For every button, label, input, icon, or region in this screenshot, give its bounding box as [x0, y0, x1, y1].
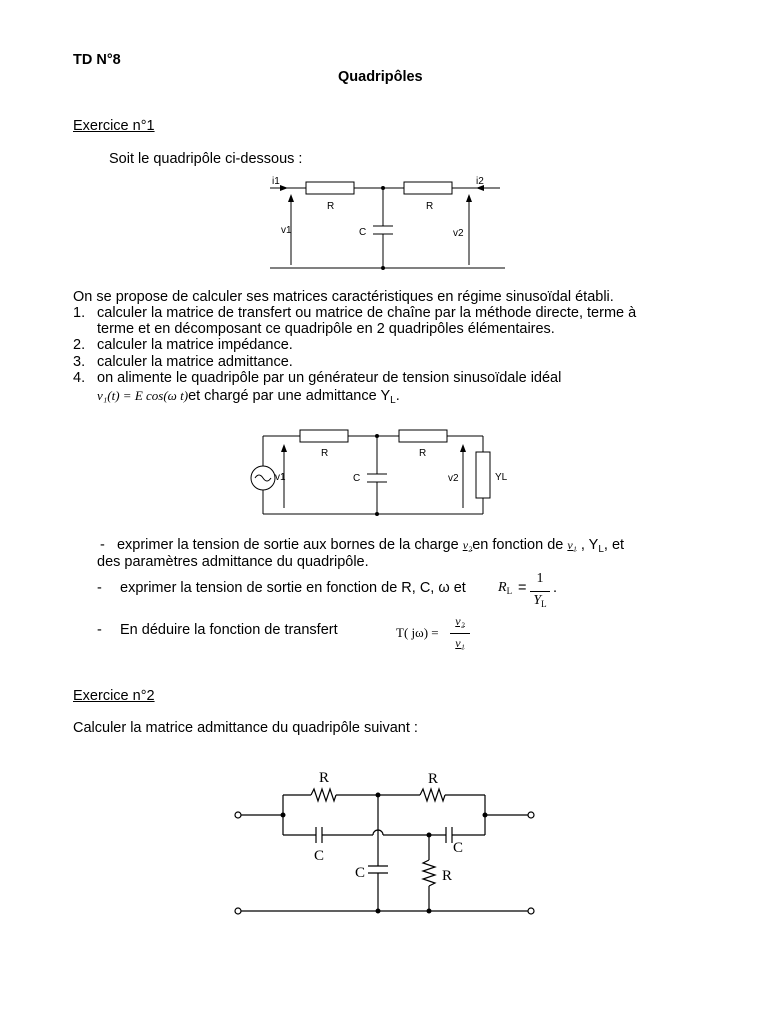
label-c3-r-top-left: R [319, 770, 330, 786]
bullet-2-text: exprimer la tension de sortie en fonction de R, C, ω et [120, 580, 466, 596]
label-c2-r2: R [419, 448, 427, 459]
bullet-3-text: En déduire la fonction de transfert [120, 622, 338, 638]
resistor-top-right [420, 789, 445, 801]
label-c2-v1: v1 [275, 472, 286, 483]
formula-rl-den: $Y_L$ [533, 593, 547, 609]
formula-transfer-den: v₁ [455, 636, 465, 650]
label-c3-c-mid: C [355, 865, 366, 881]
exercise1-heading: Exercice n°1 [73, 118, 155, 134]
bullet-1-line1: - exprimer la tension de sortie aux bornes de la charge v₂en fonction de v₁ , $Y_L$, et [100, 537, 625, 555]
list-item-1-num: 1. [73, 305, 86, 321]
bullet-3-dash: - [97, 622, 102, 638]
resistor-top-left [311, 789, 336, 801]
exercise2-heading: Exercice n°2 [73, 688, 155, 704]
formula-rl-eq: = [518, 580, 527, 596]
label-c3-c-right: C [453, 840, 464, 856]
terminal-in-top [235, 812, 241, 818]
list-item-1-line2: terme et en décomposant ce quadripôle en 2 quadripôles élémentaires. [97, 321, 555, 337]
label-c2-v2: v2 [448, 473, 459, 484]
label-c2-r1: R [321, 448, 329, 459]
page-title: Quadripôles [338, 69, 423, 85]
list-item-3-line1: calculer la matrice admittance. [97, 354, 293, 370]
label-c3-c-left: C [314, 848, 325, 864]
formula-rl-dot: . [553, 580, 558, 596]
list-item-4-line2: v₁(t) = E cos(ω t)et chargé par une admittance $Y_L$. [97, 388, 400, 406]
label-c3-r-mid: R [442, 868, 453, 884]
label-c3-r-top-right: R [428, 771, 439, 787]
bullet-1-line2: des paramètres admittance du quadripôle. [97, 554, 369, 570]
terminal-in-bottom [235, 908, 241, 914]
list-item-4-line1: on alimente le quadripôle par un générateur de tension sinusoïdale idéal [97, 370, 562, 386]
bullet-2-dash: - [97, 580, 102, 596]
label-v2: v2 [453, 228, 464, 239]
label-c2-yl: YL [495, 472, 508, 483]
list-item-3-num: 3. [73, 354, 86, 370]
list-item-2-num: 2. [73, 337, 86, 353]
resistor-mid [423, 860, 435, 886]
list-item-4-num: 4. [73, 370, 86, 386]
list-item-1-line1: calculer la matrice de transfert ou matrice de chaîne par la méthode directe, terme à [97, 305, 637, 321]
label-v1: v1 [281, 225, 292, 236]
exercise1-intro: Soit le quadripôle ci-dessous : [109, 151, 303, 167]
list-item-2-line1: calculer la matrice impédance. [97, 337, 293, 353]
formula-transfer-num: v₂ [455, 614, 465, 628]
label-c2-c: C [353, 473, 361, 484]
label-c: C [359, 227, 367, 238]
label-i1: i1 [272, 176, 280, 187]
td-title: TD N°8 [73, 52, 121, 68]
terminal-out-bottom [528, 908, 534, 914]
formula-transfer-lhs: T( jω) = [396, 625, 439, 640]
terminal-out-top [528, 812, 534, 818]
label-r2: R [426, 201, 434, 212]
formula-rl-num: 1 [536, 571, 544, 586]
label-r1: R [327, 201, 335, 212]
exercise1-paragraph: On se propose de calculer ses matrices caractéristiques en régime sinusoïdal établi. [73, 289, 614, 305]
exercise2-intro: Calculer la matrice admittance du quadripôle suivant : [73, 720, 418, 736]
formula-rl-lhs: $R_L$ [498, 580, 513, 596]
label-i2: i2 [476, 176, 484, 187]
formula-v1t: v₁(t) = E cos(ω t) [97, 388, 189, 403]
